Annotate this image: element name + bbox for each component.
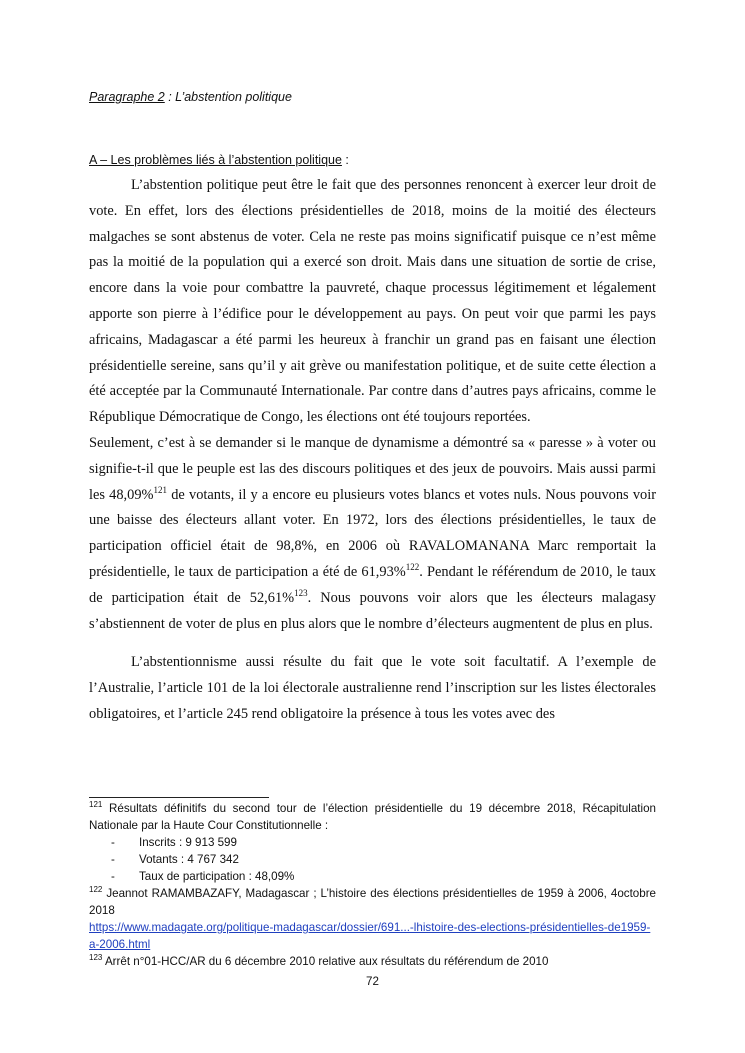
bullet-dash: -: [111, 870, 115, 883]
footnotes: [89, 800, 656, 970]
footnote-122-link[interactable]: https://www.madagate.org/politique-madagascar/dossier/691...-lhistoire-des-elections-présidentielles-de1959-a-2006.html: [89, 921, 651, 951]
footnote-121-number: 121: [89, 800, 103, 810]
list-item-text: Votants : 4 767 342: [139, 853, 239, 866]
paragraph-heading: [89, 90, 292, 104]
section-label: A – Les problèmes liés à l’abstention politique: [89, 153, 342, 167]
footnote-123-text: Arrêt n°01-HCC/AR du 6 décembre 2010 relative aux résultats du référendum de 2010: [102, 955, 549, 968]
body-paragraph-2-part-d: . Nous pouvons voir alors que les électeurs malagasy s’abstiennent de voter de plus en plus alors que le nombre d’électeurs augmentent de plus en plus.: [89, 589, 656, 632]
footnote-122-link-line: [89, 919, 656, 953]
list-item-text: Inscrits : 9 913 599: [139, 836, 237, 849]
body-paragraph-2-part-c: . Pendant le référendum de 2010, le taux de participation était de 52,61%: [89, 563, 656, 606]
footnote-123: [89, 953, 656, 970]
body-text: [89, 173, 656, 728]
footnote-123-number: 123: [89, 953, 103, 963]
body-paragraph-2-part-a: Seulement, c’est à se demander si le manque de dynamisme a démontré sa « paresse » à voter ou signifie-t-il que le peuple est las des discours politiques et des jeux de pouvoirs. Mais aussi parmi les 48,09%: [89, 434, 656, 503]
list-item: [89, 851, 656, 868]
list-item: [89, 834, 656, 851]
footnote-122-text: Jeannot RAMAMBAZAFY, Madagascar ; L’histoire des élections présidentielles de 1959 à 2006, 4octobre 2018: [89, 887, 656, 917]
bullet-dash: -: [111, 836, 115, 849]
list-item: [89, 868, 656, 885]
footnote-121: [89, 800, 656, 834]
paragraph-label: Paragraphe 2: [89, 90, 165, 104]
section-heading: [89, 153, 349, 167]
section-suffix: :: [341, 153, 349, 167]
list-item-text: Taux de participation : 48,09%: [139, 870, 295, 883]
paragraph-title: : L’abstention politique: [164, 90, 292, 104]
footnote-ref-121[interactable]: 121: [153, 484, 168, 495]
footnote-121-list: [89, 834, 656, 885]
body-paragraph-2: [89, 431, 656, 637]
footnote-ref-123[interactable]: 123: [294, 587, 308, 598]
bullet-dash: -: [111, 853, 115, 866]
body-paragraph-3: L’abstentionnisme aussi résulte du fait que le vote soit facultatif. A l’exemple de l’Australie, l’article 101 de la loi électorale australienne rend l’inscription sur les listes électorales obligatoires, et l’article 245 rend obligatoire la présence à tous les votes avec des: [89, 654, 656, 722]
footnote-ref-122[interactable]: 122: [405, 562, 420, 573]
footnote-separator: [89, 797, 269, 798]
body-paragraph-1: L’abstention politique peut être le fait que des personnes renoncent à exercer leur droit de vote. En effet, lors des élections présidentielles de 2018, moins de la moitié des électeurs malgaches se sont abstenus de voter. Cela ne reste pas moins significatif puisque ce n’est même pas la moitié de la population qui a exercé son droit. Mais dans une situation de sortie de crise, encore dans la voie pour combattre la pauvreté, chaque processus légitimement et légalement apporte son pierre à l’édifice pour le développement au pays. On peut voir que parmi les pays africains, Madagascar a été parmi les heureux à franchir un grand pas en faisant une élection présidentielle sereine, sans qu’il y ait grève ou manifestation politique, et de suite cette élection a été acceptée par la Communauté Internationale. Par contre dans d’autres pays africains, comme le République Démocratique de Congo, les élections ont été toujours reportées.: [89, 177, 656, 426]
body-paragraph-2-part-b: de votants, il y a encore eu plusieurs votes blancs et votes nuls. Nous pouvons voir une baisse des électeurs allant voter. En 1972, lors des élections présidentielles, le taux de participation officiel était de 98,8%, en 2006 où RAVALOMANANA Marc remportait la présidentielle, le taux de participation a été de 61,93%: [89, 486, 657, 580]
footnote-122: [89, 885, 656, 919]
footnote-121-text: Résultats définitifs du second tour de l’élection présidentielle du 19 décembre 2018, Récapitulation Nationale par la Haute Cour Constitutionnelle :: [89, 802, 656, 832]
page-number: 72: [366, 975, 379, 988]
footnote-122-number: 122: [89, 885, 103, 895]
